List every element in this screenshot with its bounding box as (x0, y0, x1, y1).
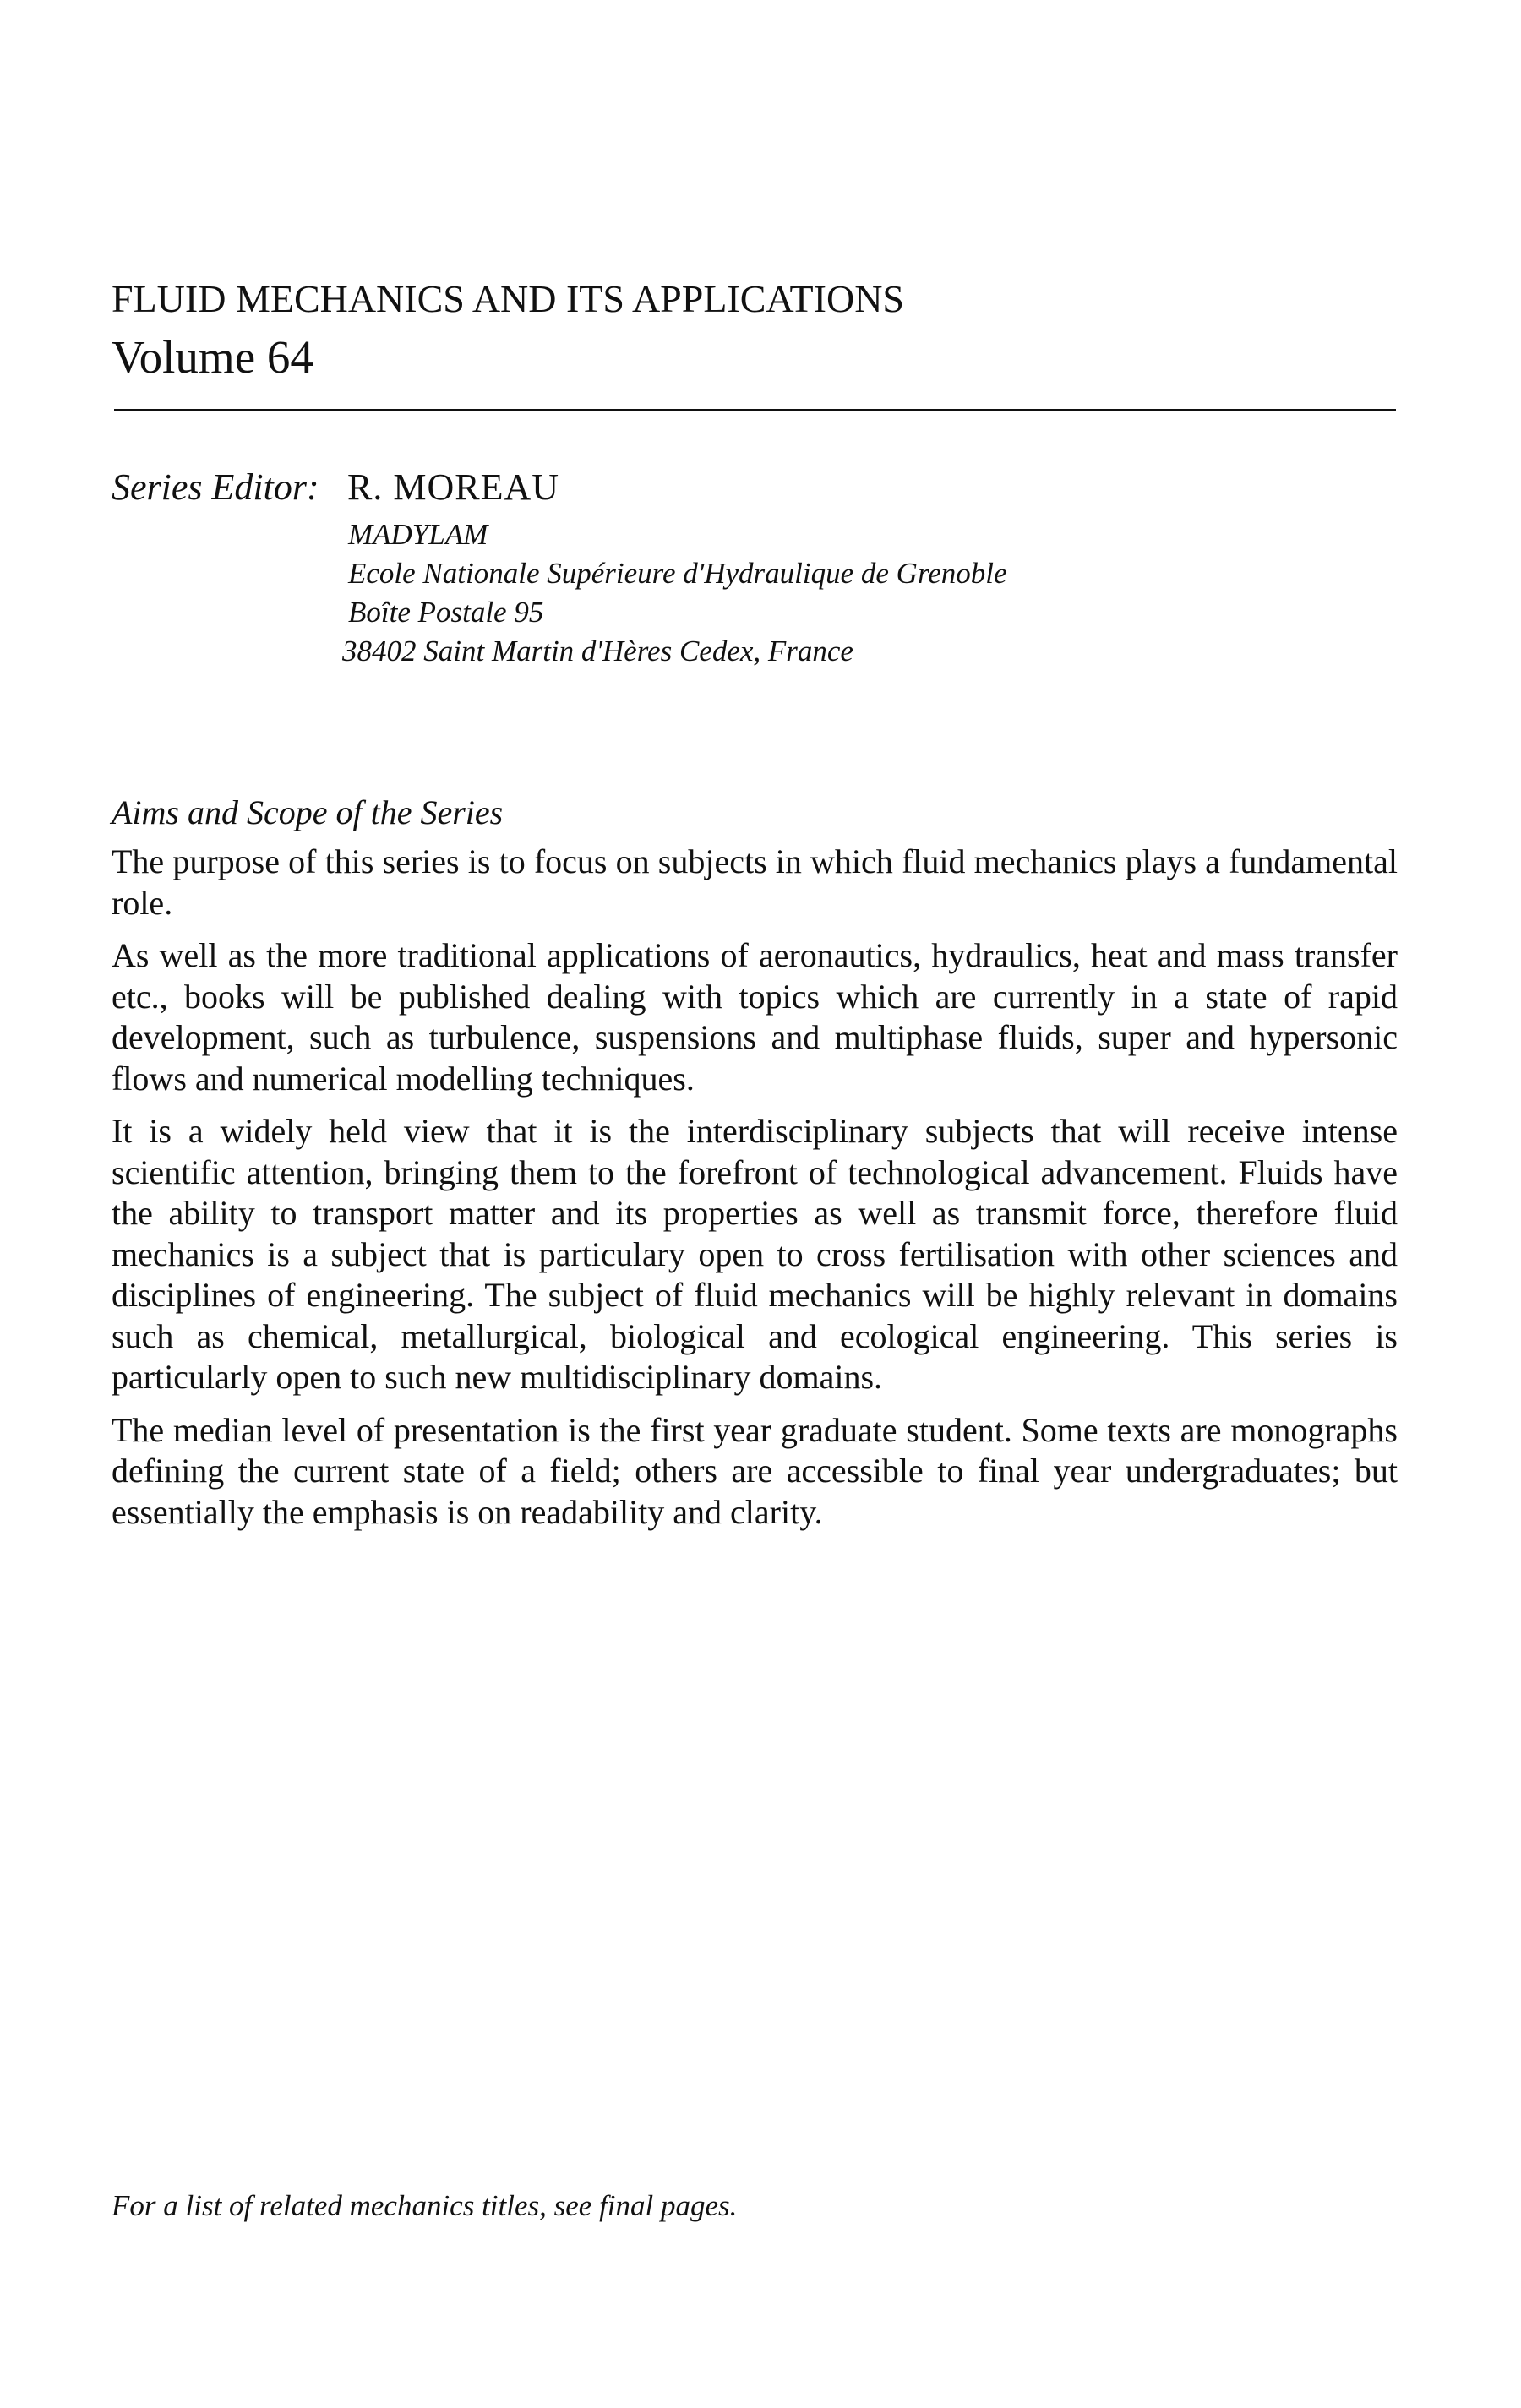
affiliation-school: Ecole Nationale Supérieure d'Hydraulique de Grenoble (348, 557, 1007, 590)
scope-paragraph-purpose: The purpose of this series is to focus on subjects in which fluid mechanics plays a fundamental role. (112, 842, 1398, 922)
affiliation-postbox: Boîte Postale 95 (348, 596, 544, 629)
aims-scope-heading: Aims and Scope of the Series (112, 793, 504, 831)
scope-paragraph-applications: As well as the more traditional applications of aeronautics, hydraulics, heat and mass transfer etc., books will be published dealing with topics which are currently in a state of rapid development, such as turbulence, suspensions and multiphase fluids, super and hypersonic flows and numerical modelling techniques. (112, 936, 1398, 1098)
volume-number: Volume 64 (112, 331, 313, 383)
aims-scope-body (112, 842, 1398, 1544)
scope-paragraph-interdisciplinary: It is a widely held view that it is the interdisciplinary subjects that will receive intense scientific attention, bringing them to the forefront of technological advancement. Fluids have the ability to transport matter and its properties as well as transmit force, therefore fluid mechanics is a subject that is particulary open to cross fertilisation with other sciences and disciplines of engineering. The subject of fluid mechanics will be highly relevant in domains such as chemical, metallurgical, biological and ecological engineering. This series is particularly open to such new multidisciplinary domains. (112, 1112, 1398, 1396)
horizontal-divider (114, 409, 1396, 411)
series-title: FLUID MECHANICS AND ITS APPLICATIONS (112, 277, 904, 320)
series-editor-name: R. MOREAU (347, 466, 560, 508)
related-titles-note: For a list of related mechanics titles, see final pages. (112, 2189, 738, 2222)
scope-paragraph-level: The median level of presentation is the first year graduate student. Some texts are monographs defining the current state of a field; others are accessible to final year undergraduates; but essentially the emphasis is on readability and clarity. (112, 1410, 1398, 1531)
series-editor-label: Series Editor: (112, 466, 319, 508)
editor-affiliation (342, 515, 1007, 671)
affiliation-address: 38402 Saint Martin d'Hères Cedex, France (342, 635, 853, 667)
affiliation-lab: MADYLAM (348, 518, 488, 551)
